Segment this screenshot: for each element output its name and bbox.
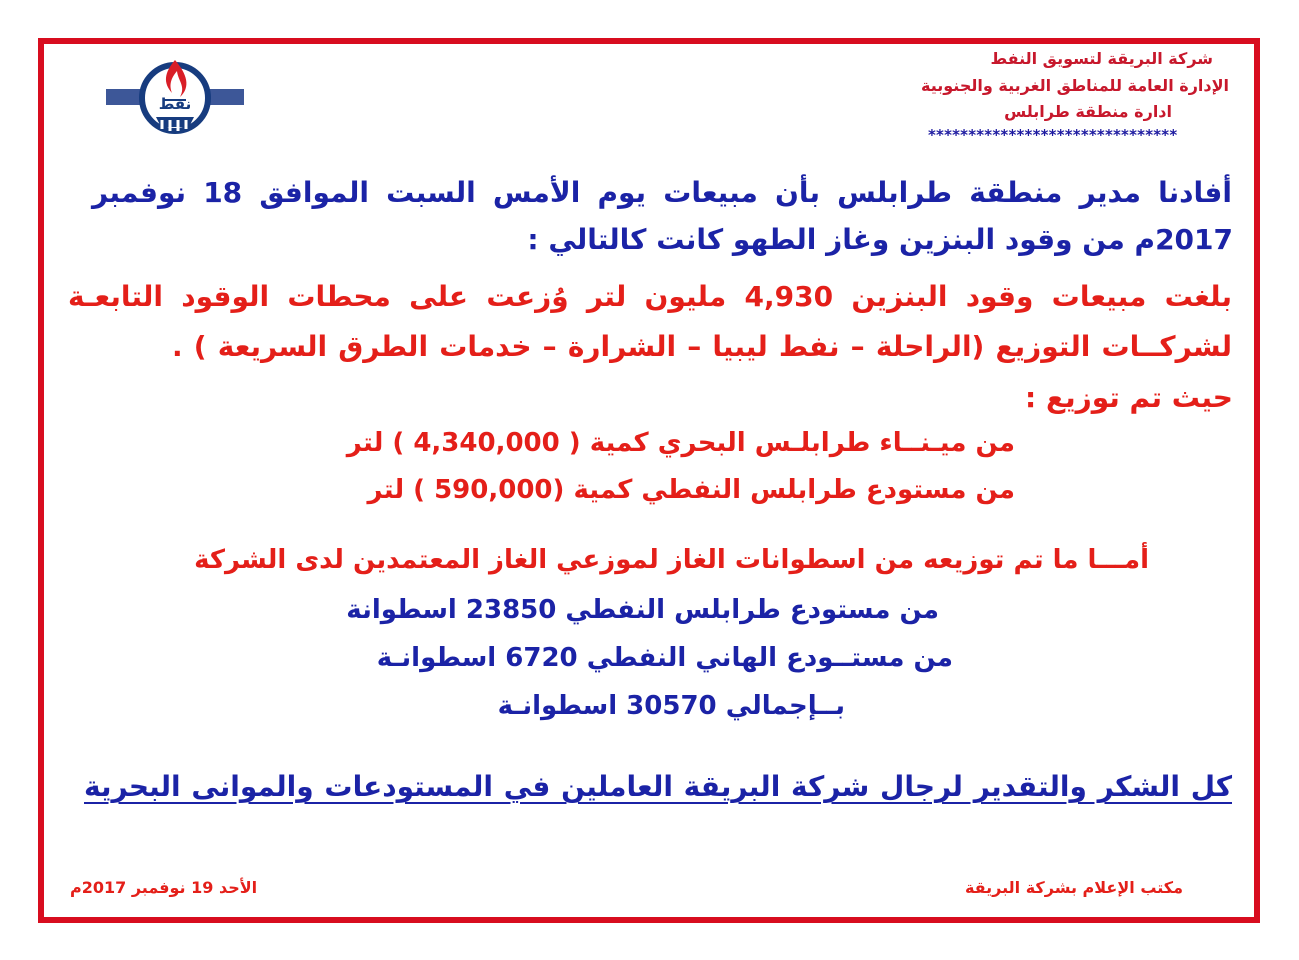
gas-tripoli-depot: من مستودع طرابلس النفطي 23850 اسطوانة [346, 595, 939, 625]
port-distribution-text: من ميـنــاء طرابلـس البحري كمية ( 4,340,000 ) لتر [346, 428, 1015, 458]
gas-hani-depot: من مستــودع الهاني النفطي 6720 اسطوانـة [376, 643, 953, 673]
intro-line-2: 2017م من وقود البنزين وغاز الطهو كانت كالتالي : [527, 223, 1233, 256]
port-distribution [255, 425, 1015, 461]
brega-logo-icon [106, 55, 244, 139]
gasoline-line-1: بلغت مبيعات وقود البنزين 4,930 مليون لتر وُزعت على محطات الوقود التابعـة [68, 280, 1233, 313]
header-company: شركة البريقة لتسويق النفط [990, 49, 1213, 68]
gas-total: بــإجمالي 30570 اسطوانـة [497, 691, 845, 721]
footer-date: الأحد 19 نوفمبر 2017م [70, 878, 258, 897]
depot-distribution [255, 472, 1015, 508]
depot-distribution-text: من مستودع طرابلس النفطي كمية (590,000 ) لتر [367, 475, 1015, 505]
footer-office: مكتب الإعلام بشركة البريقة [964, 878, 1183, 897]
header-administration: الإدارة العامة للمناطق الغربية والجنوبية [921, 76, 1229, 95]
gas-distribution-intro: أمـــا ما تم توزيعه من اسطوانات الغاز لموزعي الغاز المعتمدين لدى الشركة [194, 545, 1149, 575]
logo-text: نفط [158, 95, 192, 113]
header-separator: ******************************* [928, 126, 1178, 144]
header-region: ادارة منطقة طرابلس [1004, 102, 1172, 121]
company-logo [106, 55, 244, 139]
thanks-message: كل الشكر والتقدير لرجال شركة البريقة العاملين في المستودعات والموانى البحرية [84, 770, 1232, 803]
intro-line-1: أفادنا مدير منطقة طرابلس بأن مبيعات يوم الأمس السبت الموافق 18 نوفمبر [92, 176, 1232, 209]
distribution-label: حيث تم توزيع : [1025, 381, 1233, 414]
gasoline-line-2: لشركــات التوزيع (الراحلة – نفط ليبيا – الشرارة – خدمات الطرق السريعة ) . [172, 330, 1232, 363]
